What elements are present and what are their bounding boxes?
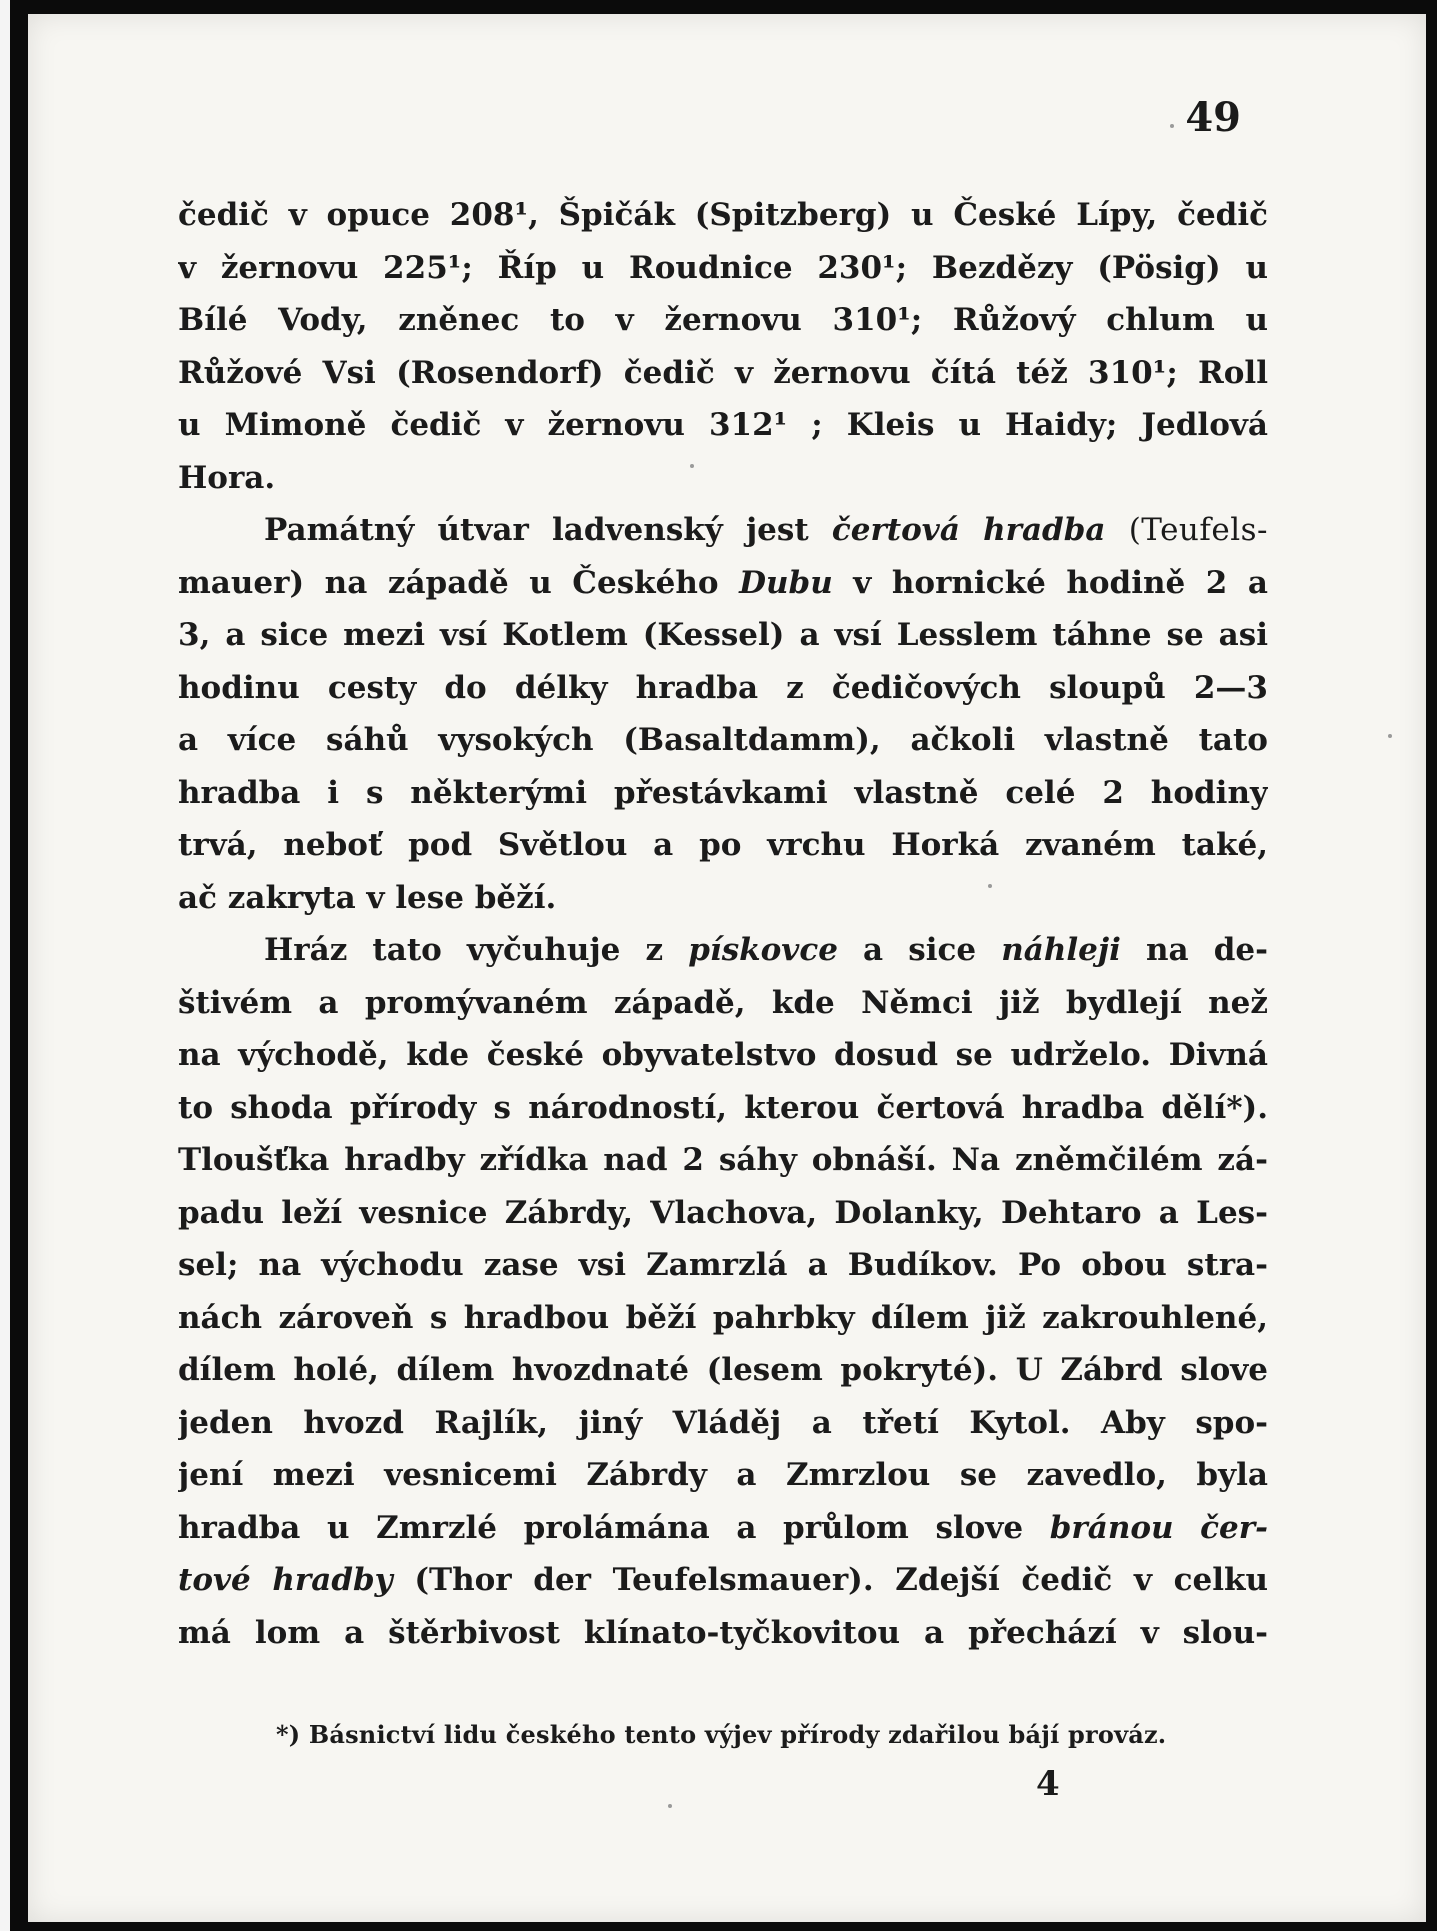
emphasis-tove-hradby: tové hradby: [178, 1562, 393, 1598]
text-line: na východě, kde české obyvatelstvo dosud se udrželo. Divná: [178, 1037, 1268, 1073]
text-line: má lom a štěrbivost klínato-tyčkovitou a přechází v slou-: [178, 1614, 1268, 1651]
text-line: v žernovu 225¹; Říp u Roudnice 230¹; Bezdězy (Pösig) u: [178, 249, 1268, 286]
scan-speck: [1388, 734, 1392, 738]
text-line: jení mezi vesnicemi Zábrdy a Zmrzlou se zavedlo, byla: [178, 1457, 1268, 1493]
text-line: padu leží vesnice Zábrdy, Vlachova, Dolanky, Dehtaro a Les-: [178, 1194, 1268, 1231]
text-run: hradba u Zmrzlé prolámána a průlom slove: [178, 1509, 1050, 1546]
text-line: hradba i s některými přestávkami vlastně celé 2 hodiny: [178, 774, 1268, 811]
scan-speck: [668, 1804, 672, 1808]
text-line: [178, 1554, 1268, 1607]
text-run: (Thor der Teufelsmauer). Zdejší čedič v celku: [392, 1562, 1268, 1598]
text-line: hodinu cesty do délky hradba z čedičových sloupů 2—3: [178, 669, 1268, 706]
text-line: sel; na východu zase vsi Zamrzlá a Budíkov. Po obou stra-: [178, 1247, 1268, 1283]
text-run: na de-: [1120, 932, 1268, 968]
emphasis-nahleji: náhleji: [1001, 932, 1121, 968]
scan-speck: [1170, 124, 1174, 128]
text-run: a sice: [837, 932, 1002, 968]
text-line: to shoda přírody s národností, kterou čertová hradba dělí*).: [178, 1089, 1268, 1126]
german-term: (Teufels-: [1128, 512, 1268, 548]
text-line: jeden hvozd Rajlík, jiný Vláděj a třetí Kytol. Aby spo-: [178, 1404, 1268, 1441]
emphasis-certova-hradba: čertová hradba: [831, 512, 1106, 548]
text-line: [178, 924, 1268, 977]
emphasis-piskovce: pískovce: [688, 932, 838, 968]
text-line: trvá, neboť pod Světlou a po vrchu Horká zvaném také,: [178, 827, 1268, 863]
text-run: Památný útvar ladvenský jest: [264, 512, 832, 548]
text-line: dílem holé, dílem hvozdnaté (lesem pokryté). U Zábrd slove: [178, 1352, 1268, 1388]
text-line: [178, 504, 1268, 557]
text-line: Tloušťka hradby zřídka nad 2 sáhy obnáší. Na zněmčilém zá-: [178, 1142, 1268, 1178]
scan-edge: [0, 0, 10, 1931]
emphasis-branou: bránou čer-: [1049, 1509, 1268, 1546]
text-line: u Mimoně čedič v žernovu 312¹ ; Kleis u Haidy; Jedlová: [178, 407, 1268, 443]
text-line: ač zakryta v lese běží.: [178, 879, 557, 916]
text-line: Hora.: [178, 459, 276, 496]
signature-mark: 4: [1036, 1764, 1060, 1804]
scan-speck: [690, 464, 694, 468]
body-text: [178, 189, 1268, 1659]
text-line: 3, a sice mezi vsí Kotlem (Kessel) a vsí Lesslem táhne se asi: [178, 617, 1268, 653]
text-line: Bílé Vody, zněnec to v žernovu 310¹; Růžový chlum u: [178, 302, 1268, 338]
text-line: nách zároveň s hradbou běží pahrbky dílem již zakrouhlené,: [178, 1299, 1268, 1336]
text-line: a více sáhů vysokých (Basaltdamm), ačkoli vlastně tato: [178, 722, 1268, 758]
text-line: čedič v opuce 208¹, Špičák (Spitzberg) u České Lípy, čedič: [178, 197, 1268, 233]
page-number: 49: [1185, 94, 1241, 141]
footnote: *) Básnictví lidu českého tento výjev přírody zdařilou bájí prováz.: [276, 1720, 1167, 1749]
text-run: mauer) na západě u Českého: [178, 564, 740, 601]
text-run: Hráz tato vyčuhuje z: [264, 932, 689, 968]
emphasis-dubu: Dubu: [739, 564, 833, 601]
text-line: [178, 557, 1268, 610]
text-line: [178, 1502, 1268, 1555]
text-line: Růžové Vsi (Rosendorf) čedič v žernovu čítá též 310¹; Roll: [178, 354, 1268, 391]
text-run: v hornické hodině 2 a: [832, 564, 1268, 601]
scan-speck: [988, 884, 992, 888]
book-page: [28, 14, 1426, 1922]
text-line: štivém a promývaném západě, kde Němci již bydlejí než: [178, 984, 1268, 1021]
